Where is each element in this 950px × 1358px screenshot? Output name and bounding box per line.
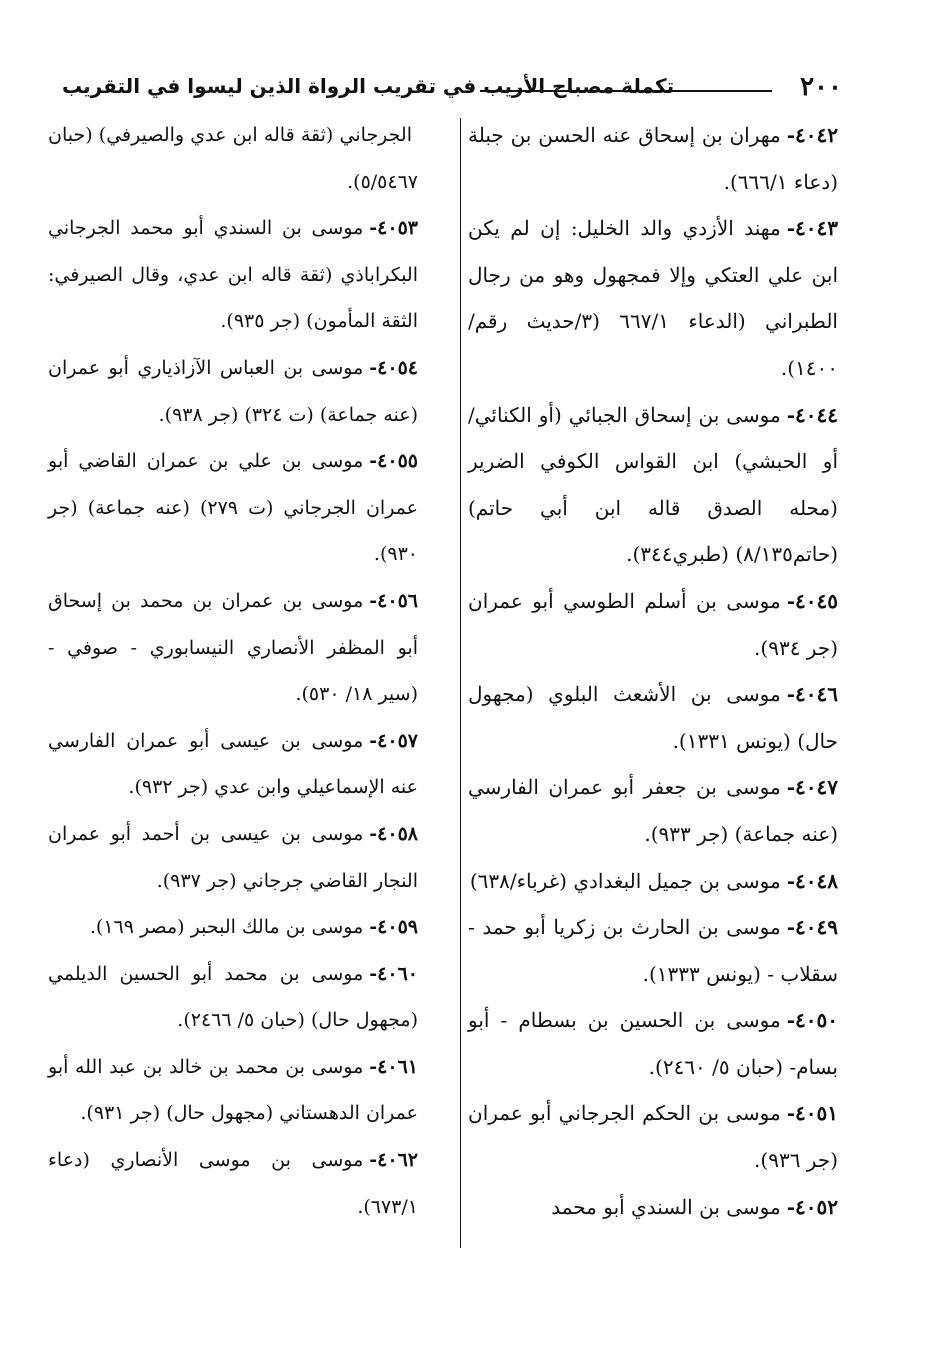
entry-number: ٤٠٥٤- bbox=[369, 356, 418, 379]
entry-text: موسى بن العباس الآزاذياري أبو عمران (عنه جماعة) (ت ٣٢٤) (جر ٩٣٨). bbox=[48, 356, 418, 426]
entry-number: ٤٠٦٠- bbox=[369, 962, 418, 985]
entry-number: ٤٠٤٢- bbox=[786, 123, 838, 147]
page-header bbox=[62, 68, 852, 108]
entry-text: موسى بن مالك البحبر (مصر ١٦٩). bbox=[89, 916, 364, 939]
entry-4058 bbox=[48, 811, 418, 904]
entry-text: موسى بن محمد بن خالد بن عبد الله أبو عمران الدهستاني (مجهول حال) (جر ٩٣١). bbox=[48, 1055, 418, 1125]
entry-text: موسى بن الحكم الجرجاني أبو عمران (جر ٩٣٦). bbox=[468, 1101, 838, 1173]
entry-text: موسى بن عمران بن محمد بن إسحاق أبو المظفر الأنصاري النيسابوري - صوفي - (سير ١٨/ ٥٣٠). bbox=[48, 589, 418, 706]
entry-number: ٤٠٥٨- bbox=[369, 822, 418, 845]
entry-number: ٤٠٤٨- bbox=[786, 868, 838, 893]
entry-number: ٤٠٤٤- bbox=[786, 402, 838, 427]
entry-number: ٤٠٤٩- bbox=[786, 915, 838, 940]
entry-4053 bbox=[48, 205, 418, 345]
entry-text: مهند الأزدي والد الخليل: إن لم يكن ابن علي العتكي وإلا فمجهول وهو من رجال الطبراني (الدعاء ٦٦٧/١ (٣/حديث رقم/ ١٤٠٠). bbox=[468, 216, 838, 380]
entry-4052-continued bbox=[48, 112, 418, 205]
entry-text: موسى بن الحسين بن بسطام - أبو بسام- (حبان ٥/ ٢٤٦٠). bbox=[468, 1008, 838, 1079]
entry-text: موسى بن أسلم الطوسي أبو عمران (جر ٩٣٤). bbox=[468, 588, 838, 660]
entry-text: موسى بن السندي أبو محمد bbox=[551, 1194, 781, 1219]
entry-text: موسى بن إسحاق الجبائي (أو الكنائي/أو الحبشي) ابن القواس الكوفي الضرير (محله الصدق قاله ابن أبي حاتم) (حاتم٨/١٣٥) (طبري٣٤٤). bbox=[468, 402, 838, 567]
entry-number: ٤٠٥٠- bbox=[786, 1008, 838, 1033]
entry-text: موسى بن موسى الأنصاري (دعاء ٦٧٣/١). bbox=[48, 1149, 418, 1218]
entry-4057 bbox=[48, 718, 418, 811]
entry-4050 bbox=[468, 997, 838, 1090]
entry-number: ٤٠٥١- bbox=[786, 1101, 838, 1126]
entry-number: ٤٠٦٢- bbox=[369, 1149, 418, 1172]
entry-number: ٤٠٤٧- bbox=[786, 775, 838, 800]
entry-text: موسى بن محمد أبو الحسين الديلمي (مجهول حال) (حبان ٥/ ٢٤٦٦). bbox=[48, 962, 418, 1032]
entry-4055 bbox=[48, 438, 418, 578]
entry-4044 bbox=[468, 392, 838, 578]
entry-4051 bbox=[468, 1090, 838, 1183]
entry-number: ٤٠٤٥- bbox=[786, 588, 838, 613]
entry-text: موسى بن الأشعث البلوي (مجهول حال) (يونس ١٣٣١). bbox=[468, 682, 838, 753]
entry-text: موسى بن عيسى أبو عمران الفارسي عنه الإسماعيلي وابن عدي (جر ٩٣٢). bbox=[48, 729, 418, 799]
entry-text: مهران بن إسحاق عنه الحسن بن جبلة (دعاء ٦٦٦/١). bbox=[468, 123, 838, 194]
entry-4056 bbox=[48, 578, 418, 718]
entry-4047 bbox=[468, 764, 838, 857]
entry-4043 bbox=[468, 205, 838, 391]
entry-4042 bbox=[468, 112, 838, 205]
running-title: تكملة مصباح الأريب في تقريب الرواة الذين ليسوا في التقريب bbox=[62, 74, 675, 98]
entry-number: ٤٠٤٦- bbox=[786, 682, 838, 707]
entry-number: ٤٠٥٦- bbox=[369, 589, 418, 612]
column-divider bbox=[460, 118, 461, 1248]
right-column bbox=[468, 112, 838, 1230]
entry-number: ٤٠٥٥- bbox=[369, 450, 418, 473]
entry-text: موسى بن السندي أبو محمد الجرجاني البكراباذي (ثقة قاله ابن عدي، وقال الصيرفي: الثقة المأمون) (جر ٩٣٥). bbox=[48, 217, 418, 333]
entry-text: موسى بن عيسى بن أحمد أبو عمران النجار القاضي جرجاني (جر ٩٣٧). bbox=[48, 822, 418, 892]
entry-4049 bbox=[468, 904, 838, 997]
entry-number: ٤٠٥٢- bbox=[786, 1194, 838, 1219]
entry-4048 bbox=[468, 858, 838, 905]
page-number: ٢٠٠ bbox=[800, 72, 842, 102]
entry-4045 bbox=[468, 578, 838, 671]
entry-number: ٤٠٥٣- bbox=[369, 217, 418, 240]
entry-4052 bbox=[468, 1184, 838, 1231]
entry-text: موسى بن علي بن عمران القاضي أبو عمران الجرجاني (ت ٢٧٩) (عنه جماعة) (جر ٩٣٠). bbox=[48, 450, 418, 566]
entry-text: موسى بن جعفر أبو عمران الفارسي (عنه جماعة) (جر ٩٣٣). bbox=[468, 775, 838, 846]
entry-4061 bbox=[48, 1044, 418, 1137]
entry-4059 bbox=[48, 904, 418, 951]
entry-4046 bbox=[468, 671, 838, 764]
entry-4062 bbox=[48, 1137, 418, 1230]
entry-number: ٤٠٥٩- bbox=[369, 916, 418, 939]
entry-text: موسى بن الحارث بن زكريا أبو حمد - سقلاب - (يونس ١٣٣٣). bbox=[468, 915, 838, 986]
entry-text: موسى بن جميل البغدادي (غرباء/٦٣٨) bbox=[469, 868, 781, 893]
left-column bbox=[48, 112, 418, 1230]
entry-4060 bbox=[48, 951, 418, 1044]
entry-number: ٤٠٦١- bbox=[369, 1055, 418, 1078]
entry-4054 bbox=[48, 345, 418, 438]
entry-number: ٤٠٥٧- bbox=[369, 729, 418, 752]
entry-text: الجرجاني (ثقة قاله ابن عدي والصيرفي) (حبان ٥/٥٤٦٧). bbox=[48, 124, 418, 193]
entry-number: ٤٠٤٣- bbox=[786, 216, 838, 241]
